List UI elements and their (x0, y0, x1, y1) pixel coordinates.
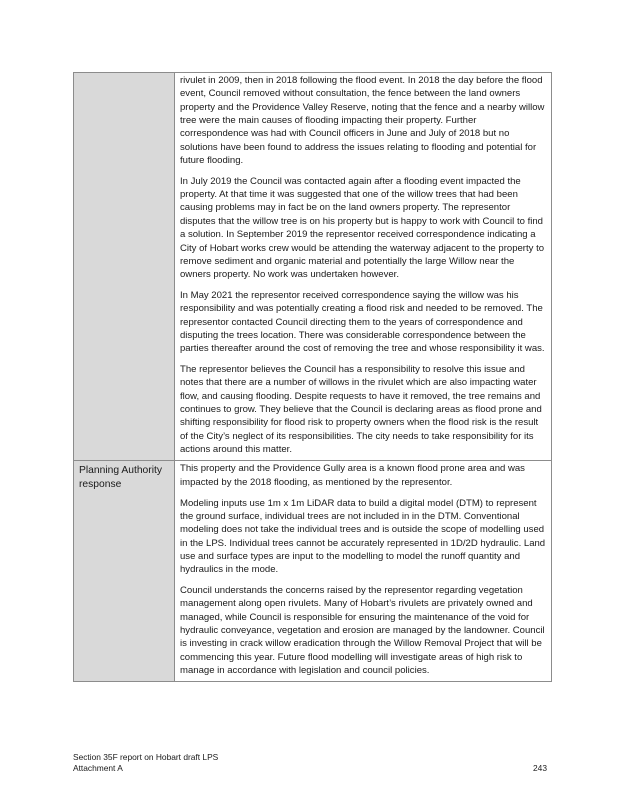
footer-attachment: Attachment A (73, 763, 123, 773)
planning-authority-response-cell (175, 461, 552, 682)
paragraph: In July 2019 the Council was contacted again after a flooding event impacted the property. At that time it was suggested that one of the willow trees that had been causing problems may in fact be on the land owners property. The representor disputes that the willow tree is on his property but is happy to work with Council to find a solution. In September 2019 the representor received correspondence indicating a City of Hobart works crew would be attending the waterway adjacent to the property to remove sediment and organic material and potentially the large Willow near the owners property. No work was undertaken however. (180, 175, 545, 281)
paragraph: Modeling inputs use 1m x 1m LiDAR data to build a digital model (DTM) to represent the ground surface, individual trees are not included in in the DTM. Conventional modeling does not take the individual trees and is outside the scope of modelling used in the LPS. Individual trees cannot be accurately represented in 1D/2D hydraulic. Land use and surface types are input to the modelling to model the runoff quantity and hydraulics in the mode. (180, 497, 546, 576)
representation-table (73, 72, 552, 682)
footer-report-title: Section 35F report on Hobart draft LPS (73, 752, 219, 762)
table-row (74, 73, 552, 461)
table-row (74, 461, 552, 682)
paragraph: Council understands the concerns raised by the representor regarding vegetation management along open rivulets. Many of Hobart’s rivulets are privately owned and managed, while Council is responsible for ensuring the maintenance of the void for hydraulic conveyance, vegetation and erosion are managed by the landowner. Council is investing in crack willow eradication through the Willow Removal Project that will be commencing this year. Future flood modelling will investigate areas of high risk to manage in accordance with legislation and council policies. (180, 584, 545, 677)
page-footer (73, 752, 218, 774)
row-label-cell (74, 73, 175, 461)
planning-authority-response-label: Planning Authority response (74, 461, 175, 682)
page-number: 243 (533, 763, 547, 773)
representation-summary-cell (175, 73, 552, 461)
paragraph: The representor believes the Council has a responsibility to resolve this issue and notes that there are a number of willows in the rivulet which are also impacting water flow, and causing flooding. Despite requests to have it removed, the tree remains and continues to grow. They believe that the Council is declaring areas as flood prone and shifting responsibility for flood risk to property owners when the flood risk is the result of the City’s neglect of its responsibilities. The city needs to take responsibility for its actions around this matter. (180, 364, 542, 456)
paragraph: In May 2021 the representor received correspondence saying the willow was his responsibility and was potentially creating a flood risk and needed to be removed. The representor contacted Council directing them to the years of correspondence and disputing the trees location. There was considerable correspondence between the parties thereafter around the cost of removing the tree and whose responsibility it was. (180, 289, 545, 355)
paragraph: rivulet in 2009, then in 2018 following the flood event. In 2018 the day before the flood event, Council removed without consultation, the fence between the land owners property and the Providence Valley Reserve, noting that the fence and a nearby willow tree were the main causes of flooding impacting their property. Further correspondence was had with Council officers in June and July of 2018 but no solutions have been found to address the issues relating to flooding and potential for future flooding. (180, 75, 545, 167)
paragraph: This property and the Providence Gully area is a known flood prone area and was impacted by the 2018 flooding, as mentioned by the representor. (180, 463, 525, 488)
